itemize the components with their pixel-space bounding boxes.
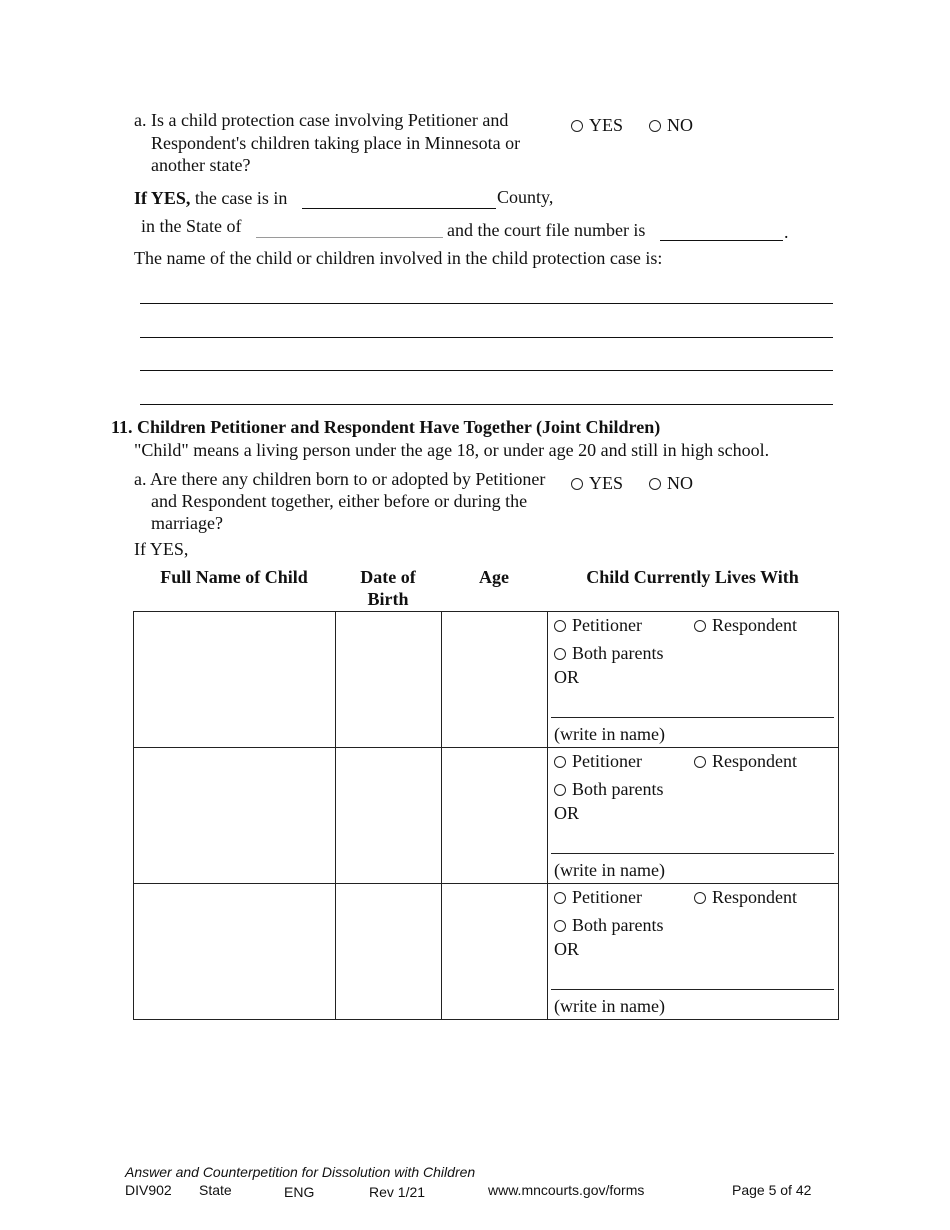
footer-lang: ENG — [284, 1184, 315, 1200]
col-header-name: Full Name of Child — [160, 567, 308, 587]
cp-no-option[interactable] — [649, 114, 693, 136]
table-row — [134, 748, 839, 884]
child-dob-cell[interactable] — [336, 748, 442, 884]
s11-yes-radio[interactable] — [571, 478, 583, 490]
respondent-radio[interactable] — [694, 756, 706, 768]
cp-if-yes-bold: If YES, — [134, 188, 191, 208]
footer-form-id: DIV902 — [125, 1182, 172, 1198]
col-header-lives-with: Child Currently Lives With — [586, 567, 799, 587]
s11-question-line1: a. Are there any children born to or adopted by Petitioner — [134, 469, 546, 489]
respondent-option[interactable] — [694, 614, 797, 636]
state-field[interactable] — [256, 220, 443, 238]
respondent-radio[interactable] — [694, 892, 706, 904]
cp-yes-radio[interactable] — [571, 120, 583, 132]
cp-if-yes-line — [134, 187, 287, 209]
court-file-period: . — [784, 222, 789, 242]
petitioner-radio[interactable] — [554, 892, 566, 904]
court-file-number-field[interactable] — [660, 223, 783, 241]
child-name-cell[interactable] — [134, 612, 336, 748]
col-header-dob-line1: Date of — [360, 567, 416, 587]
court-file-label: and the court file number is — [447, 220, 646, 240]
footer-page-number: Page 5 of 42 — [732, 1182, 812, 1198]
or-label: OR — [554, 939, 580, 959]
cp-question-line3: another state? — [151, 155, 251, 175]
cp-question-line2: Respondent's children taking place in Minnesota or — [151, 133, 521, 153]
cp-no-radio[interactable] — [649, 120, 661, 132]
both-parents-option[interactable] — [554, 914, 664, 936]
write-in-caption: (write in name) — [554, 724, 665, 744]
s11-no-option[interactable] — [649, 472, 693, 494]
petitioner-option[interactable] — [554, 886, 642, 908]
state-of-label: in the State of — [141, 216, 242, 236]
or-label: OR — [554, 803, 580, 823]
both-parents-label: Both parents — [572, 915, 664, 935]
s11-yes-label: YES — [589, 473, 624, 493]
s11-yes-option[interactable] — [571, 472, 623, 494]
child-age-cell[interactable] — [442, 884, 548, 1020]
footer-form-title: Answer and Counterpetition for Dissolution with Children — [125, 1164, 476, 1180]
col-header-dob — [335, 566, 441, 610]
petitioner-label: Petitioner — [572, 751, 642, 771]
petitioner-label: Petitioner — [572, 615, 642, 635]
cp-names-prompt: The name of the child or children involved in the child protection case is: — [134, 248, 663, 268]
child-name-cell[interactable] — [134, 884, 336, 1020]
both-parents-label: Both parents — [572, 643, 664, 663]
write-in-name-field[interactable] — [551, 853, 834, 854]
footer-rev: Rev 1/21 — [369, 1184, 426, 1200]
lives-with-cell — [548, 748, 839, 884]
cp-yes-label: YES — [589, 115, 624, 135]
petitioner-option[interactable] — [554, 750, 642, 772]
table-row — [134, 612, 839, 748]
child-age-cell[interactable] — [442, 748, 548, 884]
respondent-radio[interactable] — [694, 620, 706, 632]
both-parents-radio[interactable] — [554, 648, 566, 660]
write-in-name-field[interactable] — [551, 989, 834, 990]
col-header-age: Age — [479, 567, 509, 587]
write-in-caption: (write in name) — [554, 860, 665, 880]
petitioner-radio[interactable] — [554, 620, 566, 632]
petitioner-option[interactable] — [554, 614, 642, 636]
child-definition: "Child" means a living person under the age 18, or under age 20 and still in high school. — [134, 440, 770, 460]
cp-yes-option[interactable] — [571, 114, 623, 136]
child-dob-cell[interactable] — [336, 612, 442, 748]
cp-question-line1: a. Is a child protection case involving Petitioner and — [134, 110, 509, 130]
s11-if-yes: If YES, — [134, 539, 189, 559]
cp-case-in-label: the case is in — [194, 188, 288, 208]
both-parents-label: Both parents — [572, 779, 664, 799]
county-label: County, — [497, 187, 554, 207]
col-header-dob-line2: Birth — [367, 589, 409, 609]
cp-name-line-2[interactable] — [140, 337, 833, 338]
respondent-option[interactable] — [694, 886, 797, 908]
lives-with-cell — [548, 884, 839, 1020]
cp-name-line-1[interactable] — [140, 303, 833, 304]
lives-with-cell — [548, 612, 839, 748]
respondent-label: Respondent — [712, 887, 797, 907]
respondent-option[interactable] — [694, 750, 797, 772]
s11-question-line2: and Respondent together, either before or during the — [151, 491, 528, 511]
cp-no-label: NO — [667, 115, 693, 135]
child-age-cell[interactable] — [442, 612, 548, 748]
or-label: OR — [554, 667, 580, 687]
petitioner-radio[interactable] — [554, 756, 566, 768]
both-parents-option[interactable] — [554, 642, 664, 664]
cp-name-line-3[interactable] — [140, 370, 833, 371]
joint-children-table — [133, 611, 839, 1020]
s11-no-radio[interactable] — [649, 478, 661, 490]
cp-name-line-4[interactable] — [140, 404, 833, 405]
footer-url[interactable]: www.mncourts.gov/forms — [488, 1182, 645, 1198]
s11-question-line3: marriage? — [151, 513, 223, 533]
child-name-cell[interactable] — [134, 748, 336, 884]
write-in-caption: (write in name) — [554, 996, 665, 1016]
respondent-label: Respondent — [712, 751, 797, 771]
both-parents-radio[interactable] — [554, 784, 566, 796]
petitioner-label: Petitioner — [572, 887, 642, 907]
respondent-label: Respondent — [712, 615, 797, 635]
both-parents-radio[interactable] — [554, 920, 566, 932]
county-field[interactable] — [302, 190, 496, 209]
s11-no-label: NO — [667, 473, 693, 493]
write-in-name-field[interactable] — [551, 717, 834, 718]
table-row — [134, 884, 839, 1020]
both-parents-option[interactable] — [554, 778, 664, 800]
child-dob-cell[interactable] — [336, 884, 442, 1020]
section-11-heading: 11. Children Petitioner and Respondent Have Together (Joint Children) — [111, 417, 661, 437]
footer-state: State — [199, 1182, 232, 1198]
